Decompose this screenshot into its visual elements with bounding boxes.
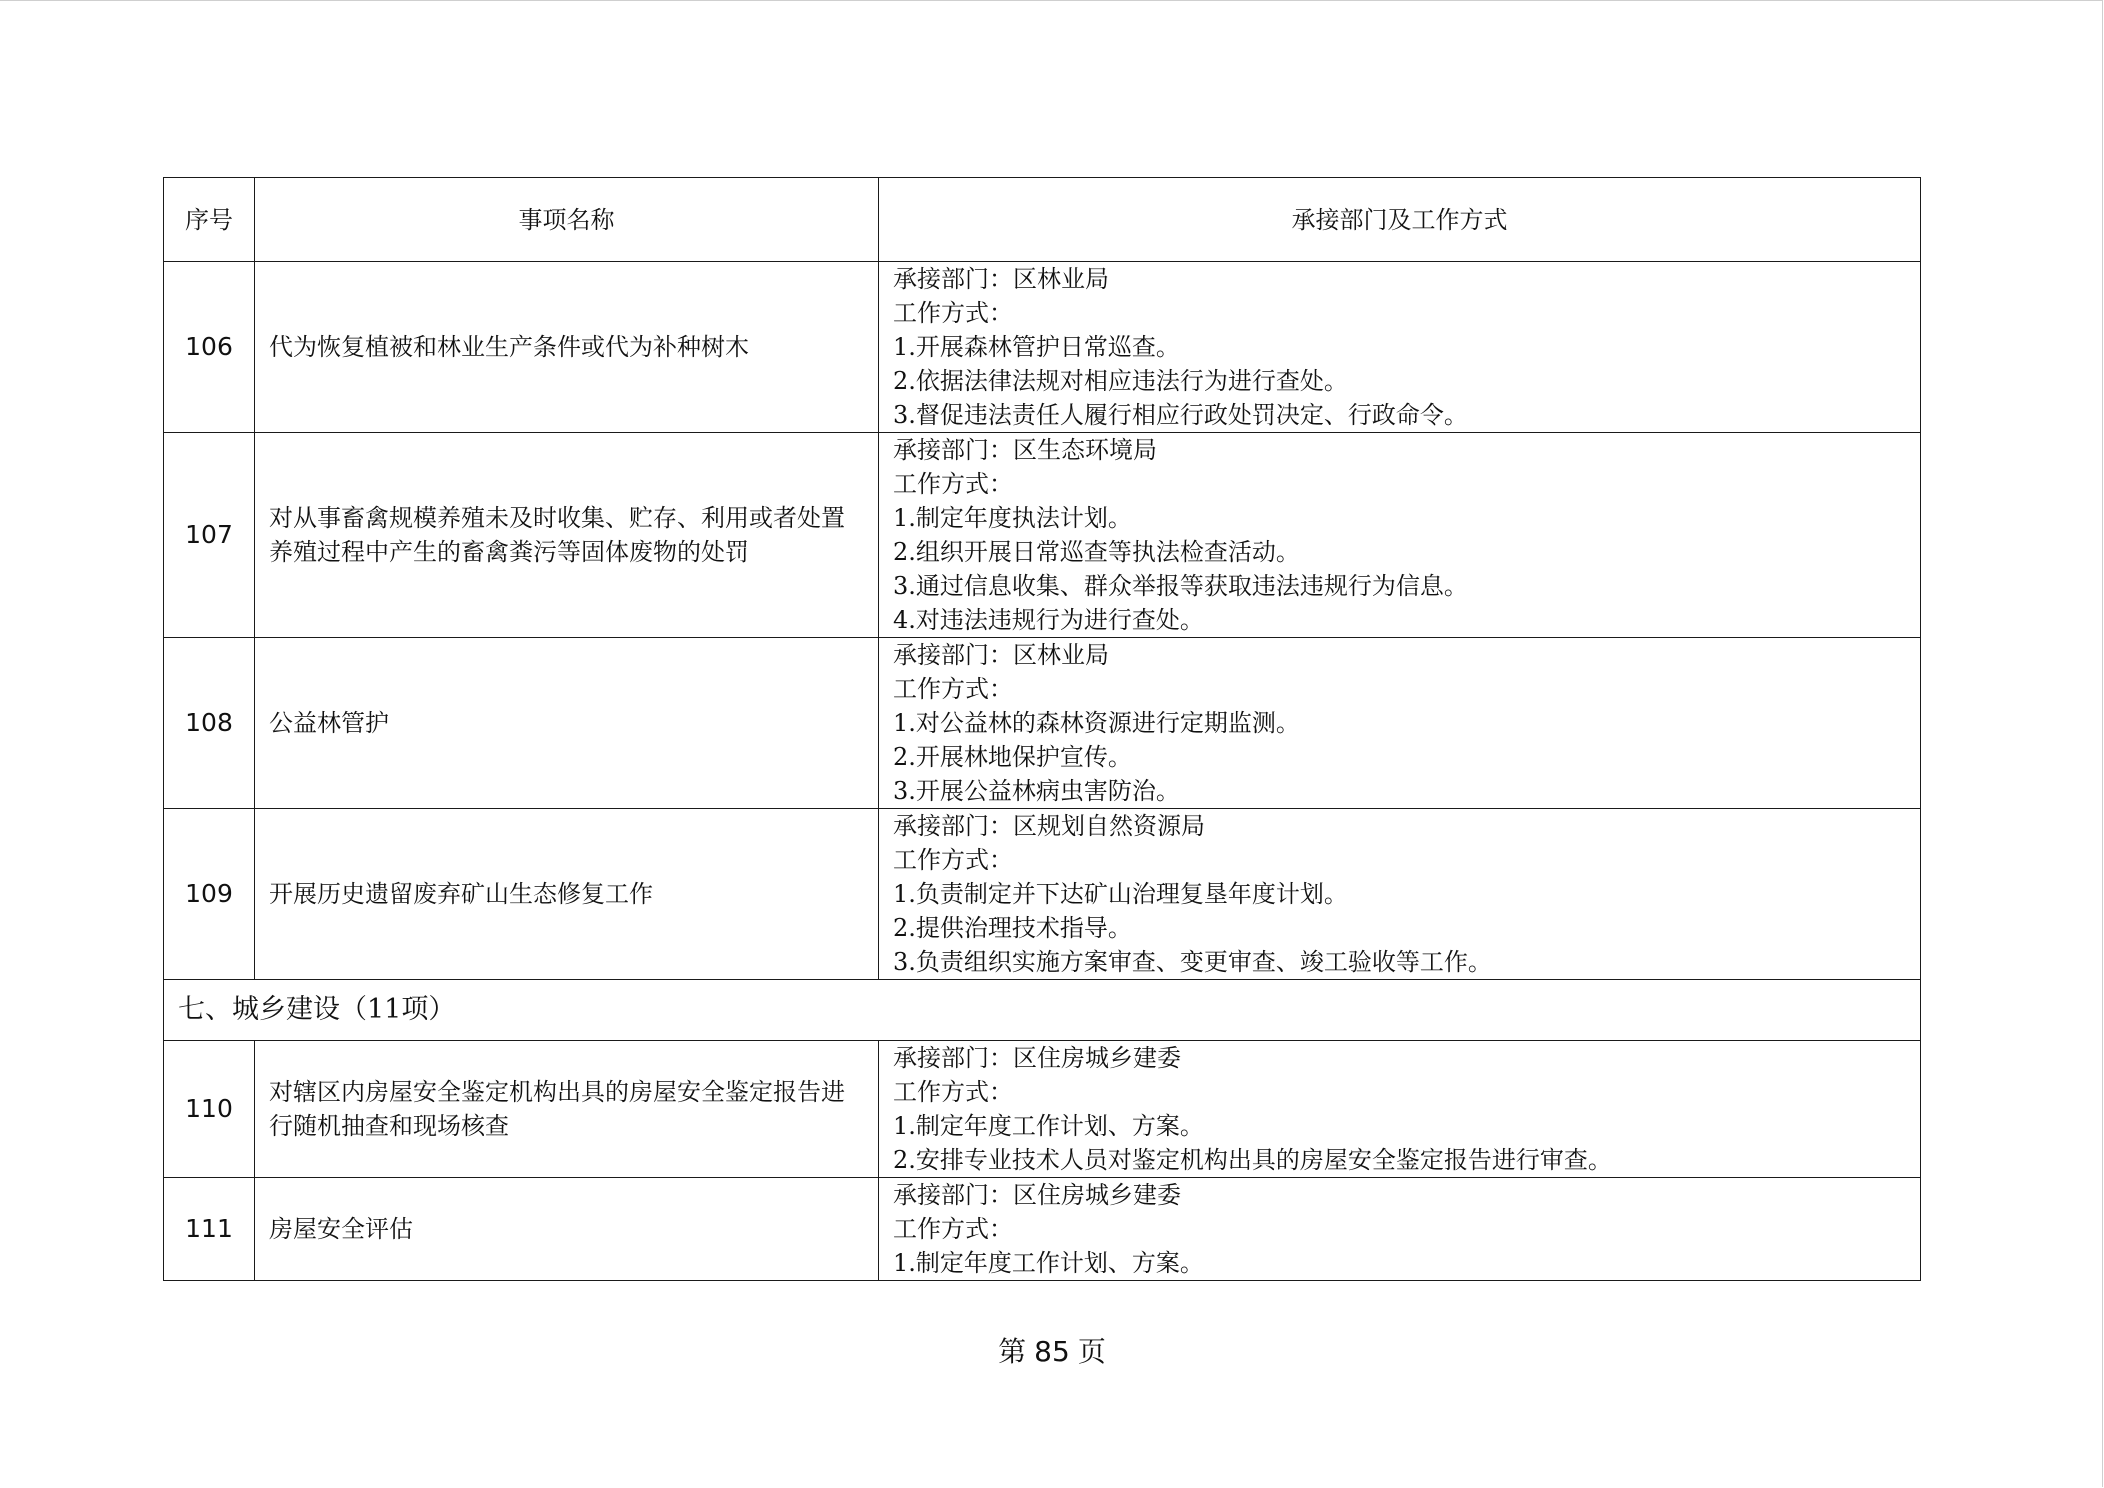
footer-suffix: 页 xyxy=(1077,1335,1106,1368)
method-step: 4.对违法违规行为进行查处。 xyxy=(893,606,1204,634)
row-method xyxy=(879,1041,1921,1178)
header-method: 承接部门及工作方式 xyxy=(879,178,1921,262)
department-line: 承接部门：区规划自然资源局 xyxy=(893,812,1205,840)
method-step: 1.开展森林管护日常巡查。 xyxy=(893,333,1180,361)
table-row xyxy=(164,433,1921,638)
table-row xyxy=(164,638,1921,809)
method-step: 1.制定年度工作计划、方案。 xyxy=(893,1249,1204,1277)
method-step: 1.制定年度工作计划、方案。 xyxy=(893,1112,1204,1140)
row-item-name: 代为恢复植被和林业生产条件或代为补种树木 xyxy=(255,262,879,433)
row-seq: 108 xyxy=(164,638,255,809)
method-step: 2.依据法律法规对相应违法行为进行查处。 xyxy=(893,367,1348,395)
row-item-name: 开展历史遗留废弃矿山生态修复工作 xyxy=(255,809,879,980)
method-label: 工作方式： xyxy=(893,1215,1013,1243)
row-seq: 111 xyxy=(164,1178,255,1281)
row-method xyxy=(879,262,1921,433)
method-label: 工作方式： xyxy=(893,299,1013,327)
items-table xyxy=(163,177,1921,1281)
row-method xyxy=(879,1178,1921,1281)
row-item-name: 公益林管护 xyxy=(255,638,879,809)
method-step: 2.组织开展日常巡查等执法检查活动。 xyxy=(893,538,1300,566)
row-method xyxy=(879,433,1921,638)
method-label: 工作方式： xyxy=(893,470,1013,498)
department-line: 承接部门：区林业局 xyxy=(893,641,1109,669)
department-line: 承接部门：区住房城乡建委 xyxy=(893,1044,1181,1072)
table-row xyxy=(164,1178,1921,1281)
method-label: 工作方式： xyxy=(893,1078,1013,1106)
method-step: 1.对公益林的森林资源进行定期监测。 xyxy=(893,709,1300,737)
row-method xyxy=(879,809,1921,980)
method-step: 3.督促违法责任人履行相应行政处罚决定、行政命令。 xyxy=(893,401,1468,429)
section-row xyxy=(164,980,1921,1041)
row-seq: 109 xyxy=(164,809,255,980)
row-item-name: 对从事畜禽规模养殖未及时收集、贮存、利用或者处置养殖过程中产生的畜禽粪污等固体废物的处罚 xyxy=(255,433,879,638)
page-number: 85 xyxy=(1034,1335,1070,1368)
row-item-name: 对辖区内房屋安全鉴定机构出具的房屋安全鉴定报告进行随机抽查和现场核查 xyxy=(255,1041,879,1178)
row-seq: 106 xyxy=(164,262,255,433)
method-label: 工作方式： xyxy=(893,675,1013,703)
method-step: 2.提供治理技术指导。 xyxy=(893,914,1132,942)
method-label: 工作方式： xyxy=(893,846,1013,874)
table-row xyxy=(164,809,1921,980)
method-step: 3.负责组织实施方案审查、变更审查、竣工验收等工作。 xyxy=(893,948,1492,976)
method-step: 2.开展林地保护宣传。 xyxy=(893,743,1132,771)
row-item-name: 房屋安全评估 xyxy=(255,1178,879,1281)
department-line: 承接部门：区住房城乡建委 xyxy=(893,1181,1181,1209)
method-step: 1.负责制定并下达矿山治理复垦年度计划。 xyxy=(893,880,1348,908)
method-step: 3.通过信息收集、群众举报等获取违法违规行为信息。 xyxy=(893,572,1468,600)
table-row xyxy=(164,1041,1921,1178)
table-container xyxy=(163,177,1920,1281)
method-step: 2.安排专业技术人员对鉴定机构出具的房屋安全鉴定报告进行审查。 xyxy=(893,1146,1612,1174)
department-line: 承接部门：区林业局 xyxy=(893,265,1109,293)
method-step: 1.制定年度执法计划。 xyxy=(893,504,1132,532)
page-footer xyxy=(0,1334,2104,1370)
table-header-row xyxy=(164,178,1921,262)
method-step: 3.开展公益林病虫害防治。 xyxy=(893,777,1180,805)
footer-prefix: 第 xyxy=(998,1335,1027,1368)
row-seq: 110 xyxy=(164,1041,255,1178)
header-name: 事项名称 xyxy=(255,178,879,262)
table-row xyxy=(164,262,1921,433)
department-line: 承接部门：区生态环境局 xyxy=(893,436,1157,464)
row-method xyxy=(879,638,1921,809)
row-seq: 107 xyxy=(164,433,255,638)
section-title: 七、城乡建设（11项） xyxy=(164,980,1921,1041)
header-seq: 序号 xyxy=(164,178,255,262)
